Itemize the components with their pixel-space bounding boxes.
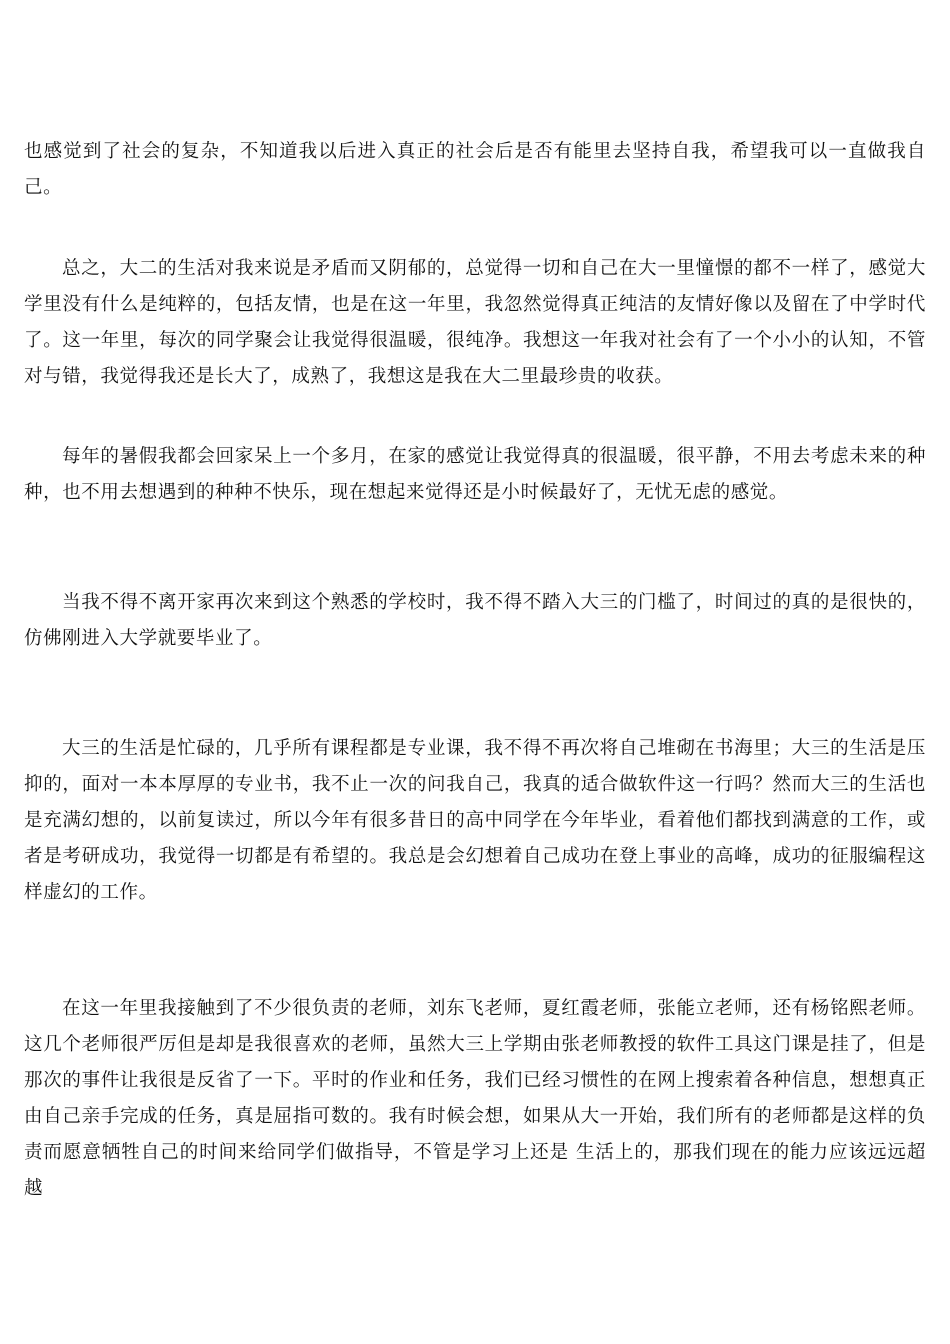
paragraph-5: 大三的生活是忙碌的，几乎所有课程都是专业课，我不得不再次将自己堆砌在书海里；大三的生活是压抑的，面对一本本厚厚的专业书，我不止一次的问我自己，我真的适合做软件这一行吗？然而大三的生活也是充满幻想的，以前复读过，所以今年有很多昔日的高中同学在今年毕业，看着他们都找到满意的工作，或者是考研成功，我觉得一切都是有希望的。我总是会幻想着自己成功在登上事业的高峰，成功的征服编程这样虚幻的工作。	[24, 738, 926, 903]
paragraph-4: 当我不得不离开家再次来到这个熟悉的学校时，我不得不踏入大三的门槛了，时间过的真的是很快的，仿佛刚进入大学就要毕业了。	[24, 592, 926, 649]
paragraph-2: 总之，大二的生活对我来说是矛盾而又阴郁的，总觉得一切和自己在大一里憧憬的都不一样了，感觉大学里没有什么是纯粹的，包括友情，也是在这一年里，我忽然觉得真正纯洁的友情好像以及留在了中学时代了。这一年里，每次的同学聚会让我觉得很温暖，很纯净。我想这一年我对社会有了一个小小的认知，不管对与错，我觉得我还是长大了，成熟了，我想这是我在大二里最珍贵的收获。	[24, 258, 926, 387]
paragraph-3: 每年的暑假我都会回家呆上一个多月，在家的感觉让我觉得真的很温暖，很平静，不用去考虑未来的种种，也不用去想遇到的种种不快乐，现在想起来觉得还是小时候最好了，无忧无虑的感觉。	[24, 446, 926, 503]
paragraph-6: 在这一年里我接触到了不少很负责的老师，刘东飞老师，夏红霞老师，张能立老师，还有杨铭熙老师。这几个老师很严厉但是却是我很喜欢的老师，虽然大三上学期由张老师教授的软件工具这门课是挂了，但是那次的事件让我很是反省了一下。平时的作业和任务，我们已经习惯性的在网上搜索着各种信息，想想真正由自己亲手完成的任务，真是屈指可数的。我有时候会想，如果从大一开始，我们所有的老师都是这样的负责而愿意牺牲自己的时间来给同学们做指导，不管是学习上还是 生活上的，那我们现在的能力应该远远超越	[24, 998, 926, 1199]
paragraph-1: 也感觉到了社会的复杂，不知道我以后进入真正的社会后是否有能里去坚持自我，希望我可以一直做我自己。	[24, 141, 926, 198]
